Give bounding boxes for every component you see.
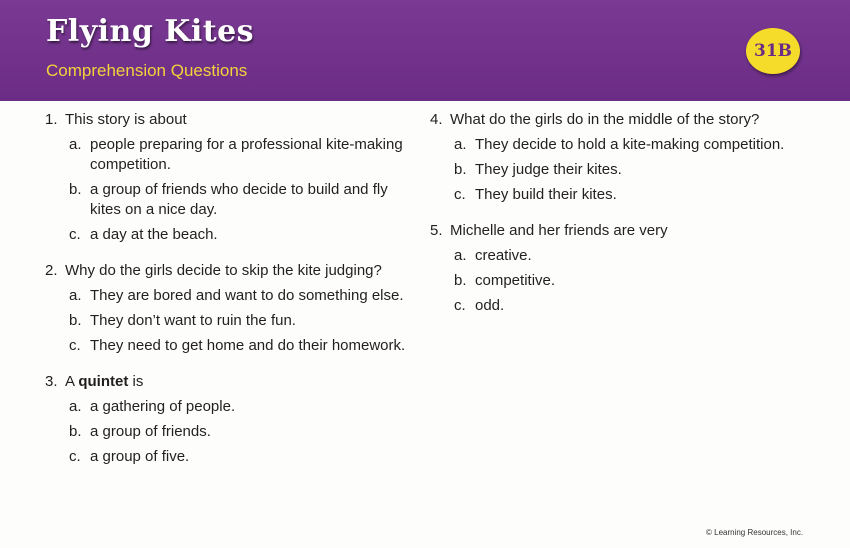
option-letter: b. bbox=[454, 161, 467, 178]
header-banner bbox=[0, 0, 850, 101]
option-text: odd. bbox=[475, 297, 505, 314]
question-text-prefix: A bbox=[65, 373, 79, 390]
question-text-suffix: is bbox=[128, 373, 144, 390]
question-3 bbox=[45, 372, 420, 467]
right-column bbox=[430, 110, 820, 321]
option-letter: a. bbox=[454, 136, 467, 153]
answer-option bbox=[454, 160, 820, 180]
question-1 bbox=[45, 110, 420, 245]
vocabulary-word: quintet bbox=[78, 373, 129, 390]
answer-option bbox=[69, 311, 420, 331]
answer-option bbox=[69, 180, 420, 220]
question-2 bbox=[45, 261, 420, 356]
option-text: a group of friends who decide to build and fly kites on a nice day. bbox=[90, 181, 388, 218]
card-title: Flying Kites bbox=[46, 14, 255, 49]
answer-option bbox=[69, 422, 420, 442]
answer-option bbox=[454, 185, 820, 205]
question-text bbox=[65, 372, 143, 392]
question-number: 4. bbox=[430, 111, 443, 128]
option-text: a gathering of people. bbox=[90, 398, 236, 415]
option-text: a day at the beach. bbox=[90, 226, 218, 243]
option-text: They don’t want to ruin the fun. bbox=[90, 312, 296, 329]
option-letter: c. bbox=[69, 448, 81, 465]
option-letter: b. bbox=[69, 181, 82, 198]
answer-option bbox=[454, 135, 820, 155]
option-text: creative. bbox=[475, 247, 532, 264]
answer-option bbox=[69, 447, 420, 467]
option-letter: a. bbox=[69, 398, 82, 415]
question-number: 3. bbox=[45, 373, 58, 390]
option-letter: b. bbox=[69, 423, 82, 440]
option-letter: c. bbox=[454, 186, 466, 203]
question-text: Michelle and her friends are very bbox=[450, 222, 668, 239]
option-text: They decide to hold a kite-making competition. bbox=[475, 136, 785, 153]
question-number: 1. bbox=[45, 111, 58, 128]
question-number: 5. bbox=[430, 222, 443, 239]
question-text: This story is about bbox=[65, 111, 187, 128]
option-text: competitive. bbox=[475, 272, 556, 289]
option-letter: c. bbox=[69, 226, 81, 243]
question-number: 2. bbox=[45, 262, 58, 279]
answer-option bbox=[69, 225, 420, 245]
answer-option bbox=[69, 135, 420, 175]
answer-option bbox=[454, 246, 820, 266]
option-text: They judge their kites. bbox=[475, 161, 622, 178]
option-letter: a. bbox=[69, 136, 82, 153]
option-text: They are bored and want to do something else. bbox=[90, 287, 404, 304]
copyright-notice: © Learning Resources, Inc. bbox=[706, 528, 804, 537]
option-text: a group of five. bbox=[90, 448, 190, 465]
option-letter: b. bbox=[69, 312, 82, 329]
card-subtitle: Comprehension Questions bbox=[46, 61, 248, 80]
answer-option bbox=[69, 336, 420, 356]
answer-option bbox=[454, 271, 820, 291]
option-letter: c. bbox=[454, 297, 466, 314]
question-5 bbox=[430, 221, 820, 316]
question-text: What do the girls do in the middle of the story? bbox=[450, 111, 760, 128]
option-letter: a. bbox=[454, 247, 467, 264]
answer-option bbox=[454, 296, 820, 316]
option-letter: b. bbox=[454, 272, 467, 289]
option-letter: a. bbox=[69, 287, 82, 304]
option-text: people preparing for a professional kite-making competition. bbox=[90, 136, 403, 173]
option-text: They build their kites. bbox=[475, 186, 617, 203]
question-4 bbox=[430, 110, 820, 205]
option-text: a group of friends. bbox=[90, 423, 211, 440]
answer-option bbox=[69, 397, 420, 417]
option-text: They need to get home and do their homework. bbox=[90, 337, 406, 354]
card-number-badge: 31B bbox=[746, 28, 800, 74]
question-text: Why do the girls decide to skip the kite judging? bbox=[65, 262, 382, 279]
option-letter: c. bbox=[69, 337, 81, 354]
answer-option bbox=[69, 286, 420, 306]
left-column bbox=[45, 110, 420, 472]
